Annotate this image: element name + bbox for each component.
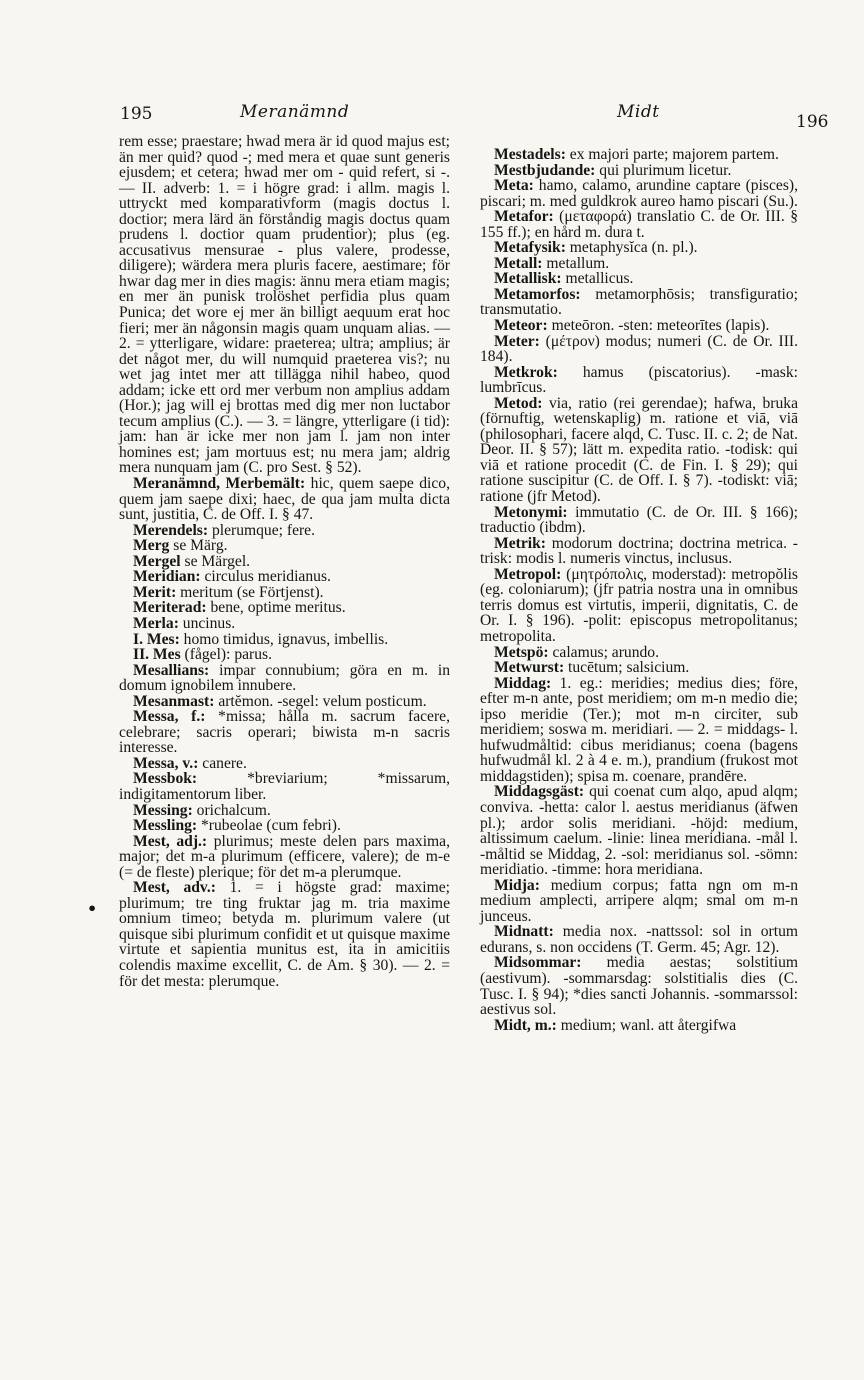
entry-headword: Messa, v.:	[133, 754, 199, 772]
entry-headword: Meter:	[494, 332, 540, 350]
entry-definition: calamus; arundo.	[548, 643, 659, 661]
entry-definition: rem esse; praestare; hwad mera är id quod majus est; än mer quid? quod -; med mera et quae sunt generis ejusdem; et cetera; hwad mer om - quid refert, si -. — II. adverb: 1. = i högre grad: i allm. magis l. uttryckt med komparativform (magis doctus l. doctior; mera lärd än förståndig magis doctus quam prudens l. doctior quam prudentior); plus (eg. accusativus mensurae - plus valere, prodesse, diligere); wärdera mera pluris facere, aestimare; för hwar dag mer in dies magis: ännu mera etiam magis; en mer än punisk trolöshet perfidia plus quam Punica; det wore ej mer än billigt aequum erat hoc fieri; mer än någonsin magis quam unquam alias. — 2. = ytterligare, widare: praeterea; ultra; amplius; är det något mer, du will numquid praeterea vis?; nu wet jag intet mer att tillägga nihil habeo, quod addam; icke ett ord mer verbum non amplius addam (Hor.); jag will ej brottas med dig mer non luctabor tecum amplius (C.). — 3. = längre, ytterligare (i tid): jam: han är icke mer non jam l. jam non inter homines est; jam mortuus est; nu mera jam; aldrig mera nunquam jam (C. pro Sest. § 52).	[119, 133, 450, 477]
right-running-head: Midt	[617, 102, 660, 122]
entry-headword: Metwurst:	[494, 659, 565, 677]
dictionary-entry	[480, 287, 798, 318]
entry-headword: Messbok:	[133, 770, 198, 788]
entry-definition: impar connubium; göra en m. in domum ignobilem innubere.	[119, 661, 450, 695]
entry-headword: Merendels:	[133, 521, 209, 539]
entry-definition: orichalcum.	[192, 801, 271, 819]
dictionary-entry	[480, 955, 798, 1017]
entry-headword: Metrik:	[494, 534, 546, 552]
entry-headword: Mest, adv.:	[133, 879, 216, 897]
dictionary-entry	[480, 178, 798, 209]
dictionary-entry	[480, 365, 798, 396]
entry-headword: Merg	[133, 537, 170, 555]
entry-definition: circulus meridianus.	[200, 568, 331, 586]
dictionary-entry	[119, 709, 450, 756]
dictionary-entry	[480, 924, 798, 955]
entry-definition: 1. eg.: meridies; medius dies; före, efter m-n ante, post meridiem; om m-n medio die; ipso meridie (Ter.); mot m-n circiter, sub meridiem; soswa m. meridiari. — 2. = middags- l. hufwudmåltid: cibus meridianus; coena (bagens hufwudmål kl. 2 à 4 e. m.), prandium (frukost mot middagstiden); spisa m. coenare, prandēre.	[480, 674, 798, 785]
entry-headword: Metall:	[494, 254, 543, 272]
right-page-number: 196	[796, 112, 829, 132]
entry-headword: Midnatt:	[494, 923, 554, 941]
entry-definition: homo timidus, ignavus, imbellis.	[179, 630, 389, 648]
entry-definition: immutatio (C. de Or. III. § 166); traductio (ibdm).	[480, 503, 798, 537]
dictionary-entry	[119, 834, 450, 881]
entry-headword: Metropol:	[494, 565, 562, 583]
dictionary-entry	[119, 647, 450, 663]
entry-headword: Meteor:	[494, 317, 548, 335]
entry-definition: metallicus.	[561, 270, 634, 288]
entry-definition: hamo, calamo, arundine captare (pisces), piscari; m. med guldkrok aureo hamo piscari (Su.).	[480, 177, 798, 210]
dictionary-entry	[119, 632, 450, 648]
entry-headword: Meranämnd, Merbemält:	[133, 475, 306, 493]
entry-headword: Merla:	[133, 614, 179, 632]
entry-definition: artĕmon. -segel: velum posticum.	[214, 692, 427, 710]
entry-definition: media aestas; solstitium (aestivum). -sommarsdag: solstitialis dies (C. Tusc. I. § 94); *dies sancti Johannis. -sommarssol: aestivus sol.	[480, 954, 798, 1019]
left-column	[119, 134, 450, 989]
entry-definition: metamorphōsis; transfiguratio; transmutatio.	[480, 285, 798, 319]
entry-headword: Metallisk:	[494, 270, 562, 288]
dictionary-entry	[480, 676, 798, 785]
dictionary-entry	[480, 240, 798, 256]
dictionary-entry	[480, 784, 798, 877]
entry-definition: tucētum; salsicium.	[564, 659, 690, 677]
entry-definition: *missa; hålla m. sacrum facere, celebrare; sacris operari; biwista m-n sacris interesse.	[119, 708, 450, 757]
dictionary-entry	[119, 756, 450, 772]
entry-definition: *rubeolae (cum febri).	[197, 817, 341, 835]
entry-headword: Messa, f.:	[133, 708, 206, 726]
entry-definition: medium; wanl. att återgifwa	[556, 1016, 737, 1034]
entry-definition: plurimus; meste delen pars maxima, major; det m-a plurimum (efficere, valere); de m-e (= de fleste) plerique; för det m-a plerumque.	[119, 832, 450, 881]
entry-definition: canere.	[198, 754, 247, 772]
dictionary-entry	[119, 803, 450, 819]
entry-definition: meteōron. -sten: meteorītes (lapis).	[547, 317, 770, 335]
dictionary-entry	[480, 505, 798, 536]
entry-definition: (μεταφορά) translatio C. de Or. III. § 155 ff.); en hård m. dura t.	[480, 208, 798, 241]
entry-headword: Messling:	[133, 817, 198, 835]
dictionary-entry	[480, 271, 798, 287]
dictionary-entry	[119, 476, 450, 523]
entry-headword: Metamorfos:	[494, 285, 581, 303]
entry-definition: via, ratio (rei gerendae); hafwa, bruka (förnuftig, wetenskaplig) m. ratione et viā, viā (philosophari, facere alqd, C. Tusc. II. c. 2; de Nat. Deor. II. § 57); lätt m. expedita ratio. -todisk: qui viā et ratione procedit (C. de Fin. I. § 29); qui ratione suscipitur (C. de Off. I. § 7). -todiskt: viā; ratione (jfr Metod).	[480, 394, 798, 506]
dictionary-entry	[480, 645, 798, 661]
dictionary-entry	[119, 134, 450, 476]
dictionary-entry	[480, 536, 798, 567]
dictionary-entry	[480, 256, 798, 272]
entry-headword: Metkrok:	[494, 363, 558, 381]
entry-definition: se Märg.	[169, 537, 228, 555]
entry-headword: I. Mes:	[133, 630, 180, 648]
entry-definition: uncinus.	[178, 614, 236, 632]
dictionary-entry	[119, 569, 450, 585]
entry-headword: Midt, m.:	[494, 1016, 557, 1034]
dictionary-entry	[119, 880, 450, 989]
dictionary-entry	[119, 616, 450, 632]
entry-headword: Middag:	[494, 674, 552, 692]
dictionary-entry	[119, 600, 450, 616]
dictionary-entry	[119, 663, 450, 694]
dictionary-entry	[480, 209, 798, 240]
entry-definition: media nox. -nattssol: sol in ortum edurans, s. non occidens (T. Germ. 45; Agr. 12).	[480, 923, 798, 956]
dictionary-entry	[480, 396, 798, 505]
dictionary-entry	[480, 147, 798, 163]
entry-headword: Midsommar:	[494, 954, 582, 972]
entry-headword: Meridian:	[133, 568, 201, 586]
entry-headword: Mest, adj.:	[133, 832, 208, 850]
entry-definition: (μέτρον) modus; numeri (C. de Or. III. 184).	[480, 332, 798, 366]
entry-headword: Merit:	[133, 583, 177, 601]
entry-headword: Mergel	[133, 552, 181, 570]
entry-headword: Middagsgäst:	[494, 783, 585, 801]
dictionary-entry	[480, 1018, 798, 1034]
entry-definition: se Märgel.	[180, 552, 251, 570]
entry-headword: II. Mes	[133, 646, 181, 664]
entry-definition: bene, optime meritus.	[206, 599, 346, 617]
dictionary-entry	[119, 818, 450, 834]
entry-headword: Meriterad:	[133, 599, 207, 617]
entry-definition: modorum doctrina; doctrina metrica. -trisk: modis l. numeris vinctus, inclusus.	[480, 534, 798, 568]
dictionary-entry	[119, 694, 450, 710]
entry-headword: Metod:	[494, 394, 543, 412]
left-running-head: Meranämnd	[240, 102, 350, 122]
entry-headword: Metafor:	[494, 208, 554, 226]
entry-definition: plerumque; fere.	[208, 521, 316, 539]
right-column	[480, 147, 798, 1033]
entry-headword: Midja:	[494, 876, 540, 894]
entry-definition: qui coenat cum alqo, apud alqm; conviva. -hetta: calor l. aestus meridianus (äfwen pl.); ardor solis meridiani. -höjd: medium, altissimum caelum. -linie: linea meridiana. -mål l. -måltid se Middag, 2. -sol: meridianus sol. -sömn: meridiatio. -timme: hora meridiana.	[480, 783, 798, 879]
entry-headword: Meta:	[494, 177, 534, 195]
dictionary-entry	[119, 554, 450, 570]
dictionary-entry	[480, 567, 798, 645]
entry-headword: Metonymi:	[494, 503, 568, 521]
entry-definition: (fågel): parus.	[180, 646, 273, 664]
entry-definition: 1. = i högste grad: maxime; plurimum; tre ting fruktar jag m. tria maxime omnium timeo; betyda m. plurimum valere (ut quisque sibi plurimum confidit et ut quisque maxime virtute et sapientia munitus est, ita in amicitiis colendis maxime excellit, C. de Am. § 30). — 2. = för det mesta: plerumque.	[119, 879, 450, 990]
entry-headword: Metspö:	[494, 643, 549, 661]
entry-headword: Mesallians:	[133, 661, 210, 679]
entry-definition: hamus (piscatorius). -mask: lumbrīcus.	[480, 363, 798, 397]
entry-definition: metaphysĭca (n. pl.).	[565, 239, 698, 257]
entry-definition: meritum (se Förtjenst).	[176, 583, 324, 601]
entry-definition: medium corpus; fatta ngn om m-n medium amplecti, arripere alqm; smal om m-n junceus.	[480, 876, 798, 925]
entry-headword: Mesanmast:	[133, 692, 215, 710]
entry-headword: Metafysik:	[494, 239, 566, 257]
entry-definition: hic, quem saepe dico, quem jam saepe dixi; haec, de qua jam multa dicta sunt, justitia, C. de Off. I. § 47.	[119, 475, 450, 524]
entry-definition: metallum.	[542, 254, 610, 272]
entry-headword: Mestbjudande:	[494, 161, 596, 179]
dictionary-entry	[480, 318, 798, 334]
dictionary-entry	[119, 585, 450, 601]
dictionary-entry	[119, 523, 450, 539]
entry-definition: qui plurimum licetur.	[595, 161, 732, 179]
dictionary-entry	[119, 538, 450, 554]
dictionary-entry	[480, 334, 798, 365]
entry-headword: Mestadels:	[494, 146, 566, 163]
dictionary-entry	[480, 163, 798, 179]
dictionary-entry	[480, 878, 798, 925]
dictionary-entry	[119, 771, 450, 802]
entry-headword: Messing:	[133, 801, 193, 819]
entry-definition: ex majori parte; majorem partem.	[565, 146, 779, 163]
entry-definition: *breviarium; *missarum, indigitamentorum liber.	[119, 770, 450, 803]
margin-mark: •	[87, 899, 98, 918]
entry-definition: (μητρόπολις, moderstad): metropŏlis (eg. coloniarum); (jfr patria nostra una in omnibus terris domus est virtutis, imperii, dignitatis, C. de Or. I. § 196). -polit: episcopus metropolitanus; metropolita.	[480, 565, 798, 645]
dictionary-entry	[480, 660, 798, 676]
left-page-number: 195	[120, 104, 153, 124]
